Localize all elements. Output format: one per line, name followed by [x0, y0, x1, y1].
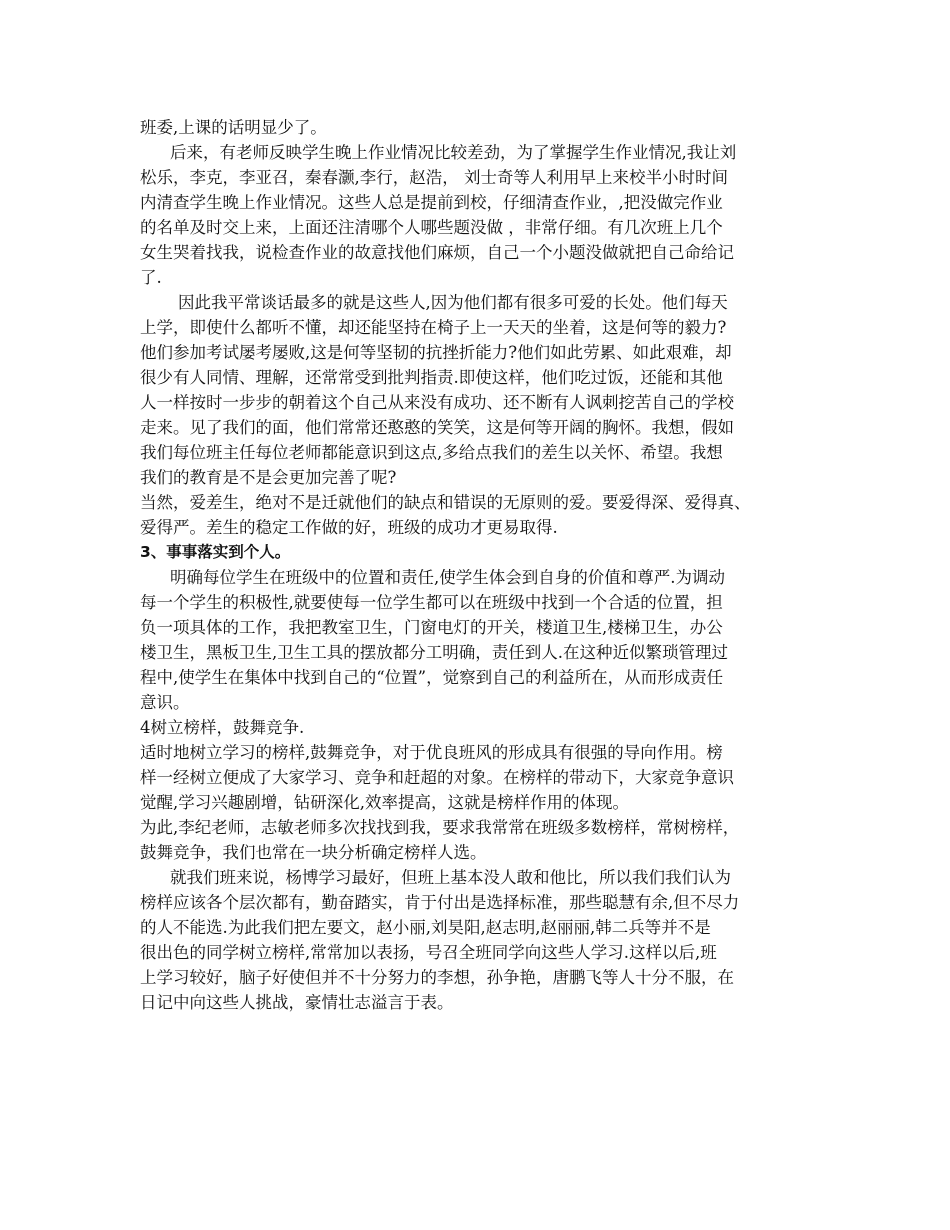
text-line: 上学习较好，脑子好使但并不十分努力的李想，孙争艳，唐鹏飞等人十分不服，在	[140, 968, 734, 987]
text-line: 爱得严。差生的稳定工作做的好，班级的成功才更易取得.	[140, 518, 558, 537]
text-line: 他们参加考试屡考屡败,这是何等坚韧的抗挫折能力?他们如此劳累、如此艰难，却	[140, 343, 732, 362]
text-line: 女生哭着找我，说检查作业的故意找他们麻烦，自己一个小题没做就把自己命给记	[140, 243, 734, 262]
paragraph-start-line: 就我们班来说，杨博学习最好，但班上基本没人敢和他比，所以我们我们认为	[170, 868, 731, 887]
text-line: 负一项具体的工作，我把教室卫生，门窗电灯的开关，楼道卫生,楼梯卫生，办公	[140, 618, 723, 637]
text-line: 班委,上课的话明显少了。	[140, 118, 327, 137]
text-line: 程中,使学生在集体中找到自己的“位置”，觉察到自己的利益所在，从而形成责任	[140, 668, 724, 687]
text-line: 觉醒,学习兴趣剧增，钻研深化,效率提高，这就是榜样作用的体现。	[140, 793, 629, 812]
text-line: 我们每位班主任每位老师都能意识到这点,多给点我们的差生以关怀、希望。我想	[140, 443, 723, 462]
text-line: 上学，即使什么都听不懂，却还能坚持在椅子上一天天的坐着，这是何等的毅力?	[140, 318, 727, 337]
text-line: 当然，爱差生，绝对不是迁就他们的缺点和错误的无原则的爱。要爱得深、爱得真、	[140, 493, 751, 512]
text-line: 的人不能选.为此我们把左要文，赵小丽,刘昊阳,赵志明,赵丽丽,韩二兵等并不是	[140, 918, 711, 937]
text-line: 走来。见了我们的面，他们常常还憨憨的笑笑，这是何等开阔的胸怀。我想，假如	[140, 418, 734, 437]
text-line: 的名单及时交上来，上面还注清哪个人哪些题没做 ，非常仔细。有几次班上几个	[140, 218, 723, 237]
text-line: 为此,李纪老师，志敏老师多次找找到我，要求我常常在班级多数榜样，常树榜样，	[140, 818, 740, 837]
text-line: 我们的教育是不是会更加完善了呢?	[140, 468, 397, 487]
text-line: 很少有人同情、理解，还常常受到批判指责.即使这样，他们吃过饭，还能和其他	[140, 368, 723, 387]
text-line: 日记中向这些人挑战，豪情壮志溢言于表。	[140, 993, 454, 1012]
body-text	[140, 115, 820, 1015]
text-line: 很出色的同学树立榜样,常常加以表扬，号召全班同学向这些人学习.这样以后,班	[140, 943, 717, 962]
paragraph-start-line: 明确每位学生在班级中的位置和责任,使学生体会到自身的价值和尊严.为调动	[170, 568, 725, 587]
text-line: 意识。	[140, 693, 190, 712]
section-heading: 3、事事落实到个人。	[140, 543, 291, 561]
text-line: 适时地树立学习的榜样,鼓舞竞争，对于优良班风的形成具有很强的导向作用。榜	[140, 743, 723, 762]
text-line: 样一经树立便成了大家学习、竞争和赶超的对象。在榜样的带动下，大家竞争意识	[140, 768, 734, 787]
subsection-heading: 4树立榜样，鼓舞竞争.	[140, 718, 305, 737]
text-line: 了.	[140, 268, 162, 287]
text-line: 内清查学生晚上作业情况。这些人总是提前到校，仔细清查作业，,把没做完作业	[140, 193, 723, 212]
text-line: 松乐，李克，李亚召，秦春灏,李行，赵浩， 刘士奇等人利用早上来校半小时时间	[140, 168, 728, 187]
text-line: 人一样按时一步步的朝着这个自己从来没有成功、还不断有人讽刺挖苦自己的学校	[140, 393, 734, 412]
text-line: 鼓舞竞争，我们也常在一块分析确定榜样人选。	[140, 843, 487, 862]
paragraph-start-line: 因此我平常谈话最多的就是这些人,因为他们都有很多可爱的长处。他们每天	[178, 293, 728, 312]
text-line: 楼卫生，黑板卫生,卫生工具的摆放都分工明确，责任到人.在这种近似繁琐管理过	[140, 643, 728, 662]
text-line: 每一个学生的积极性,就要使每一位学生都可以在班级中找到一个合适的位置，担	[140, 593, 723, 612]
text-line: 榜样应该各个层次都有，勤奋踏实，肯于付出是选择标准，那些聪慧有余,但不尽力	[140, 893, 740, 912]
paragraph-start-line: 后来，有老师反映学生晚上作业情况比较差劲，为了掌握学生作业情况,我让刘	[170, 143, 737, 162]
